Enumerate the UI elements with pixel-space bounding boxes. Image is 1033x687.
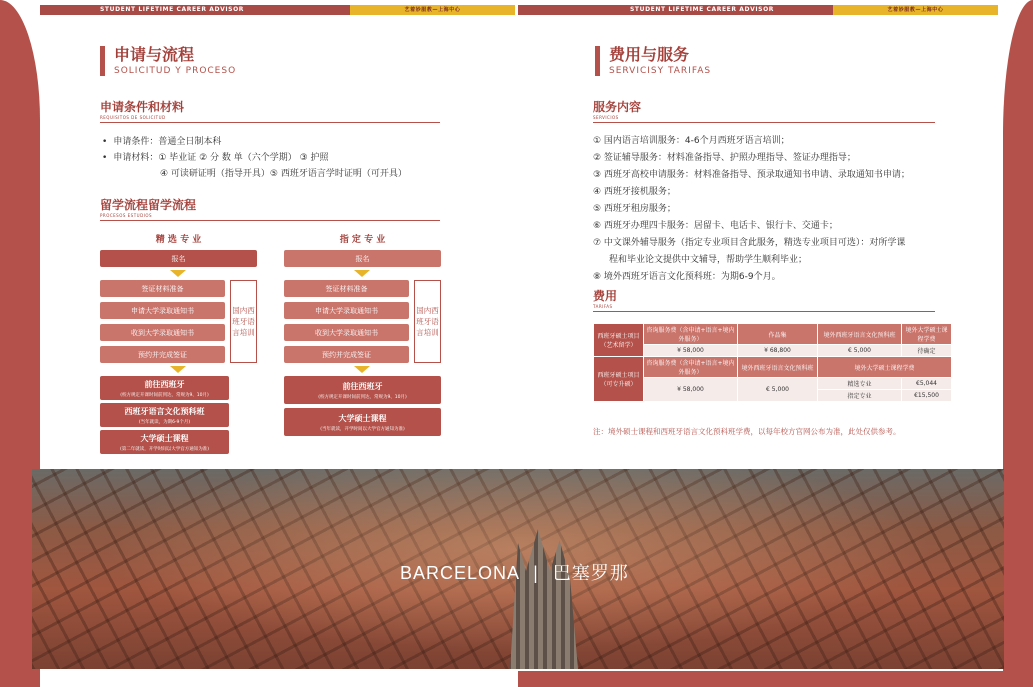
fees-title-zh: 费用 — [593, 289, 618, 303]
services-title-zh: 服务内容 — [593, 100, 642, 114]
left-banner-text: STUDENT LIFETIME CAREER ADVISOR — [100, 6, 245, 13]
fee-col-header: 境外西班牙语言文化预科班 — [738, 357, 818, 378]
requirements-heading — [100, 98, 440, 123]
fee-col-header: 境外大学硕士课程学费 — [818, 357, 952, 378]
fee-row-label: 西班牙硕士项目（艺术留学） — [594, 324, 644, 357]
flow-col-a-head: 精 选 专 业 — [155, 235, 202, 245]
service-item: ⑥ 西班牙办理四卡服务：居留卡、电话卡、银行卡、交通卡； — [593, 221, 838, 231]
flow-b-step: 预约并完成签证 — [284, 346, 409, 363]
flow-a-step: 收到大学录取通知书 — [100, 324, 225, 341]
fee-value: €5,044 — [902, 378, 952, 390]
service-item: ⑧ 境外西班牙语言文化预科班：为期6-9个月。 — [593, 272, 781, 282]
table-row — [594, 378, 952, 390]
fee-value: €15,500 — [902, 390, 952, 402]
service-item: ⑦ 中文课外辅导服务（指定专业项目含此服务，精选专业项目可选）：对所学课 — [593, 238, 906, 248]
arrow-down-icon — [354, 270, 370, 277]
flow-a-step: 申请大学录取通知书 — [100, 302, 225, 319]
flow-b-signup: 报名 — [284, 250, 441, 267]
service-item: ④ 西班牙接机服务； — [593, 187, 676, 197]
flow-title-es: PROCESOS ESTUDIOS — [100, 213, 153, 218]
flow-a-prep-sub: (当年就读，为期6-9个月) — [138, 419, 191, 425]
flow-a-prep-course — [100, 403, 229, 427]
fee-sub-label: 指定专业 — [818, 390, 902, 402]
flow-a-go-spain — [100, 376, 229, 400]
flow-b-go-title: 前往西班牙 — [342, 381, 383, 391]
fee-value: ¥ 58,000 — [644, 378, 738, 402]
flow-b-go-sub: (校方规定开课时间前到达，常规为9、10月) — [318, 394, 407, 400]
caption-en: BARCELONA — [400, 563, 520, 583]
flow-b-language-training: 国内西班牙语言培训 — [414, 280, 441, 363]
requirement-item-continued: ④ 可读研证明（指导开具）⑤ 西班牙语言学时证明（可开具） — [160, 169, 407, 179]
fee-sub-label: 精选专业 — [818, 378, 902, 390]
right-arch-decoration — [1003, 0, 1033, 687]
flow-b-master — [284, 408, 441, 436]
flow-b-step: 收到大学录取通知书 — [284, 324, 409, 341]
services-heading — [593, 98, 935, 123]
flow-a-go-title: 前往西班牙 — [144, 379, 185, 389]
fee-value: € 5,000 — [738, 378, 818, 402]
service-item: ① 国内语言培训服务：4-6个月西班牙语言培训； — [593, 136, 790, 146]
fee-col-header: 咨询服务费（含申请+语言+境内外服务） — [644, 324, 738, 345]
service-item: ② 签证辅导服务：材料准备指导、护照办理指导、签证办理指导； — [593, 153, 856, 163]
right-title-zh: 费用与服务 — [609, 45, 690, 64]
left-title-es: SOLICITUD Y PROCESO — [114, 66, 237, 76]
fee-col-header: 咨询服务费（含申请+语言+境内外服务） — [644, 357, 738, 378]
fee-col-header: 境外西班牙语言文化预科班 — [818, 324, 902, 345]
service-item-continued: 程和毕业论文提供中文辅导，帮助学生顺利毕业； — [609, 255, 808, 265]
flow-b-go-spain — [284, 376, 441, 404]
flow-b-step: 申请大学录取通知书 — [284, 302, 409, 319]
service-item: ⑤ 西班牙租房服务； — [593, 204, 676, 214]
fee-col-header: 境外大学硕士课程学费 — [902, 324, 952, 345]
fee-value: ¥ 58,000 — [644, 345, 738, 357]
flow-a-master — [100, 430, 229, 454]
requirements-title-es: REQUISITOS DE SOLICITUD — [100, 115, 166, 120]
flow-a-language-training: 国内西班牙语言培训 — [230, 280, 257, 363]
flow-a-go-sub: (校方规定开课时间前到达，常规为9、10月) — [120, 392, 209, 398]
arrow-down-icon — [170, 270, 186, 277]
flow-a-step: 签证材料准备 — [100, 280, 225, 297]
services-list — [593, 133, 943, 286]
flow-a-step: 预约并完成签证 — [100, 346, 225, 363]
flow-b-master-title: 大学硕士课程 — [338, 413, 387, 423]
fee-value: ¥ 68,800 — [738, 345, 818, 357]
right-banner-text: STUDENT LIFETIME CAREER ADVISOR — [630, 6, 775, 13]
service-item: ③ 西班牙高校申请服务：材料准备指导、预录取通知书申请、录取通知书申请； — [593, 170, 910, 180]
caption-separator: | — [533, 563, 539, 583]
barcelona-aerial-photo — [32, 469, 1004, 669]
flow-col-b-head: 指 定 专 业 — [339, 235, 386, 245]
left-header-banner — [40, 5, 515, 15]
flow-a-master-title: 大学硕士课程 — [140, 433, 189, 443]
caption-zh: 巴塞罗那 — [552, 563, 629, 583]
flow-a-prep-title: 西班牙语言文化预科班 — [124, 406, 205, 416]
left-title-zh: 申请与流程 — [114, 45, 195, 64]
right-page-title — [595, 46, 711, 76]
fee-col-header: 作品集 — [738, 324, 818, 345]
fee-value: € 5,000 — [818, 345, 902, 357]
flow-b-master-sub: (当年就读，开学时间以大学官方通知为准) — [320, 426, 405, 432]
table-row — [594, 357, 952, 378]
right-header-banner — [518, 5, 998, 15]
arrow-down-icon — [354, 366, 370, 373]
fee-row-label: 西班牙硕士项目（可专升硕） — [594, 357, 644, 402]
services-title-es: SERVICIOS — [593, 115, 619, 120]
arrow-down-icon — [170, 366, 186, 373]
flow-a-master-sub: (第二年就读，开学时间以大学官方通知为准) — [119, 446, 209, 452]
requirement-item: • 申请材料：① 毕业证 ② 分 数 单（六个学期） ③ 护照 — [102, 150, 407, 166]
photo-caption — [400, 559, 629, 585]
right-title-es: SERVICISY TARIFAS — [609, 66, 712, 76]
right-header-tag: 艺着妙服教—上海中心 — [833, 5, 998, 15]
table-row — [594, 345, 952, 357]
fees-heading — [593, 287, 935, 312]
fees-note: 注：境外硕士课程和西班牙语言文化预科班学费，以每年校方官网公布为准，此处仅供参考。 — [593, 427, 901, 436]
sagrada-familia-shape — [502, 529, 582, 669]
left-page-title — [100, 46, 236, 76]
requirements-list — [102, 134, 407, 182]
table-row — [594, 324, 952, 345]
fees-table — [593, 323, 952, 402]
fees-title-es: TARIFAS — [593, 304, 613, 309]
flow-b-step: 签证材料准备 — [284, 280, 409, 297]
left-header-tag: 艺着妙服教—上海中心 — [350, 5, 515, 15]
flow-heading — [100, 196, 440, 221]
flow-a-signup: 报名 — [100, 250, 257, 267]
fee-value: 待确定 — [902, 345, 952, 357]
requirements-title-zh: 申请条件和材料 — [100, 100, 185, 114]
requirement-item: • 申请条件：普通全日制本科 — [102, 134, 407, 150]
bottom-accent-strip — [518, 671, 1033, 687]
flow-title-zh: 留学流程留学流程 — [100, 198, 197, 212]
